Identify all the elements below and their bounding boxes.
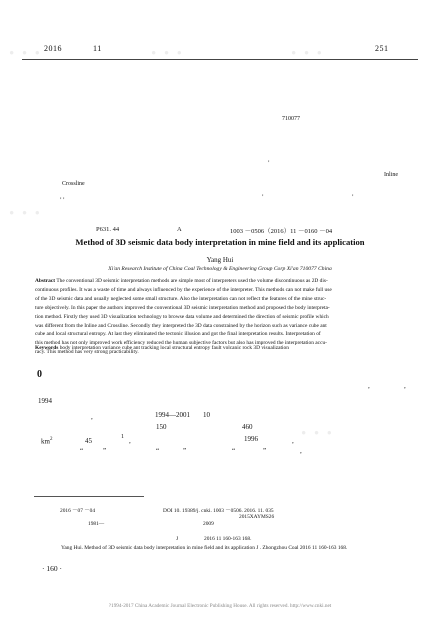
quote-mark: “ <box>232 447 236 455</box>
fund-number: 2015XAYMS26 <box>239 514 275 520</box>
header-page-number: 251 <box>375 44 389 53</box>
quote-mark: ” <box>183 447 187 455</box>
body-year-range: 1994—2001 <box>155 411 190 419</box>
english-title: Method of 3D seismic data body interpretation in mine field and its application <box>75 237 365 247</box>
english-author: Yang Hui <box>206 256 234 264</box>
received-date: 2016 －07 －04 <box>60 508 96 514</box>
abstract-line: ture objectively. In this paper the authors improved the conventional 3D seismic interpretation method and proposed the body interpreta- <box>35 304 330 311</box>
abstract-label: Abstract <box>35 278 56 284</box>
watermark: · · · <box>300 420 334 445</box>
postcode: 710077 <box>282 116 300 122</box>
year-2009: 2009 <box>203 521 214 527</box>
header-rule <box>22 59 418 60</box>
body-ref-1: 1 <box>121 434 124 440</box>
author-born: 1981— <box>88 521 105 527</box>
abstract-line: was different from the Inline and Crossline. Secondly they interpreted the 3D data constrained by the horizon such as variance cube ant <box>35 322 327 329</box>
abstract-line: continuous profiles. It was a waste of time and always influenced by the experience of the interpreter. This methods can not make full use <box>35 286 332 293</box>
abstract-line: cube and local structural entropy. At last they eliminated the tectonic illusion and got the final interpretation results. Interpretation of <box>35 331 321 338</box>
cite-en: Yang Hui. Method of 3D seismic data body interpretation in mine field and its application J . Zhongzhou Coal 2016 11 160-163 168. <box>61 545 348 551</box>
article-number: 1003 －0506（2016）11 －0160 －04 <box>230 228 333 235</box>
abstract-line: The conventional 3D seismic interpretation methods are simple most of interpreters used the volume discontinuous as 2D dis- <box>56 278 328 284</box>
quote-mark: “ <box>156 447 160 455</box>
page-marker: · 160 · <box>42 564 62 573</box>
body-year-1994: 1994 <box>38 397 52 405</box>
body-1996: 1996 <box>244 435 258 443</box>
english-affiliation: Xi'an Research Institute of China Coal Technology & Engineering Group Corp Xi'an 710077 China <box>108 266 332 272</box>
cite-cn-j: J <box>176 536 179 542</box>
abstract-line: tion method. Firstly they used 3D visualization technology to browse data volume and determined the direction of seismic profile which <box>35 313 329 320</box>
cite-cn-tail: 2016 11 160-163 168. <box>204 536 252 542</box>
abstract-line: this method has not only improved work efficiency reduced the human subjective factors but also has improved the interpretation accu- <box>35 340 327 347</box>
footnote-rule <box>34 496 144 497</box>
abstract-line: racy. This method has very strong practicability. <box>35 349 139 356</box>
body-ten: 10 <box>203 411 210 419</box>
section-number: 0 <box>37 369 42 380</box>
document-code: A <box>177 226 182 233</box>
body-460: 460 <box>242 423 253 431</box>
doi: DOI 10. 19389/j. cnki. 1003 －0506. 2016. 11. 035 <box>163 508 274 514</box>
quote-mark: “ <box>80 447 84 455</box>
classification-code: P631. 44 <box>96 226 120 233</box>
body-150: 150 <box>156 423 167 431</box>
keywords-label: Keywords <box>35 345 59 351</box>
copyright-footer: ?1994-2017 China Academic Journal Electronic Publishing House. All rights reserved. http://www.cnki.net <box>108 603 332 609</box>
keywords-text: body interpretation variance cube ant tracking local structural entropy fault volcanic rock 3D visualization <box>59 345 289 351</box>
abstract-line: of the 3D seismic data and usually neglected some small structure. Also the interpretation can not reflect the features of the mine struc- <box>35 295 327 302</box>
body-km2: $km^2$ <box>41 437 53 446</box>
quote-mark: ” <box>103 447 107 455</box>
watermark: · · · <box>8 200 42 225</box>
quote-mark: ” <box>263 447 267 455</box>
term-inline: Inline <box>384 172 398 178</box>
watermark: · · · <box>8 40 42 65</box>
header-year: 2016 <box>44 44 62 53</box>
watermark: · · · <box>150 40 184 65</box>
body-45: 45 <box>85 437 92 445</box>
header-issue: 11 <box>93 44 102 53</box>
watermark: · · · <box>290 40 324 65</box>
term-crossline: Crossline <box>62 181 85 187</box>
english-keywords <box>35 344 407 352</box>
